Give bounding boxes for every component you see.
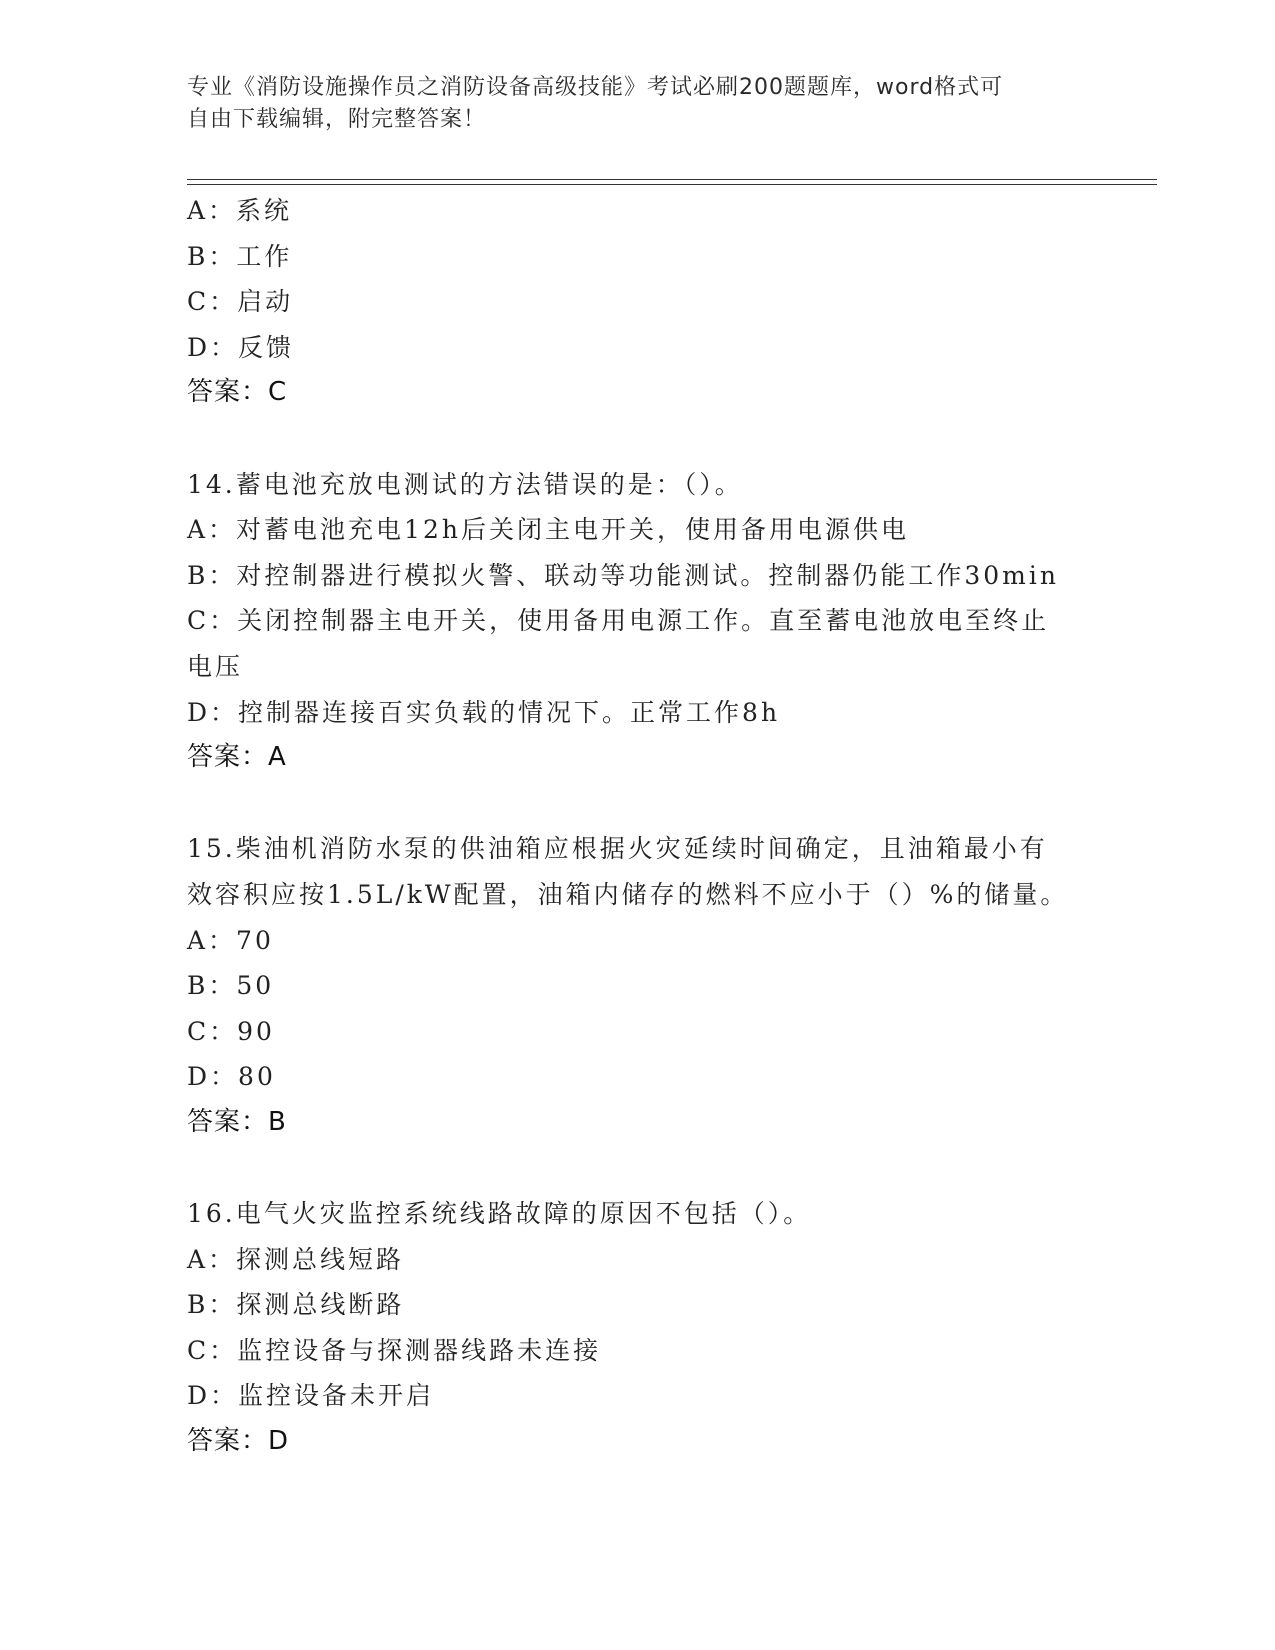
option-b: B：工作	[187, 241, 293, 271]
answer-label: 答案：D	[187, 1426, 290, 1457]
option-c: C：关闭控制器主电开关，使用备用电源工作。直至蓄电池放电至终止	[187, 606, 1050, 636]
header-divider-top	[187, 179, 1157, 180]
option-c: C：90	[187, 1016, 275, 1046]
spacer	[187, 781, 1087, 827]
spacer	[187, 1145, 1087, 1191]
question-stem: 14.蓄电池充放电测试的方法错误的是：（）。	[187, 469, 743, 499]
document-header	[187, 72, 1067, 136]
answer-label: 答案：C	[187, 377, 288, 408]
option-d: D：80	[187, 1062, 276, 1092]
option-a: A：系统	[187, 196, 293, 225]
question-stem-continued: 效容积应按1.5L/kW配置，油箱内储存的燃料不应小于（）%的储量。	[187, 879, 1069, 909]
option-d: D：反馈	[187, 332, 295, 362]
option-c-continued: 电压	[187, 651, 244, 681]
question-15	[187, 826, 1087, 1145]
question-16	[187, 1191, 1087, 1465]
answer-label: 答案：B	[187, 1106, 287, 1137]
header-divider-bottom	[187, 184, 1157, 185]
question-stem: 15.柴油机消防水泵的供油箱应根据火灾延续时间确定，且油箱最小有	[187, 834, 1048, 864]
option-d: D：控制器连接百实负载的情况下。正常工作8h	[187, 697, 781, 727]
option-b: B：50	[187, 971, 275, 1001]
option-d: D：监控设备未开启	[187, 1381, 435, 1411]
option-b: B：探测总线断路	[187, 1290, 405, 1320]
answer-label: 答案：A	[187, 742, 287, 773]
header-line-2: 自由下载编辑，附完整答案！	[187, 107, 487, 132]
question-list	[187, 188, 1087, 1465]
header-line-1: 专业《消防设施操作员之消防设备高级技能》考试必刷200题题库，word格式可	[187, 75, 1004, 100]
option-b: B：对控制器进行模拟火警、联动等功能测试。控制器仍能工作30min	[187, 560, 1059, 590]
option-a: A：探测总线短路	[187, 1244, 405, 1274]
question-14	[187, 462, 1087, 781]
option-c: C：启动	[187, 287, 294, 317]
option-a: A：70	[187, 925, 274, 955]
question-stem: 16.电气火灾监控系统线路故障的原因不包括（）。	[187, 1199, 812, 1229]
option-c: C：监控设备与探测器线路未连接	[187, 1335, 602, 1365]
option-a: A：对蓄电池充电12h后关闭主电开关，使用备用电源供电	[187, 515, 909, 545]
spacer	[187, 416, 1087, 462]
question-13-options	[187, 188, 1087, 416]
